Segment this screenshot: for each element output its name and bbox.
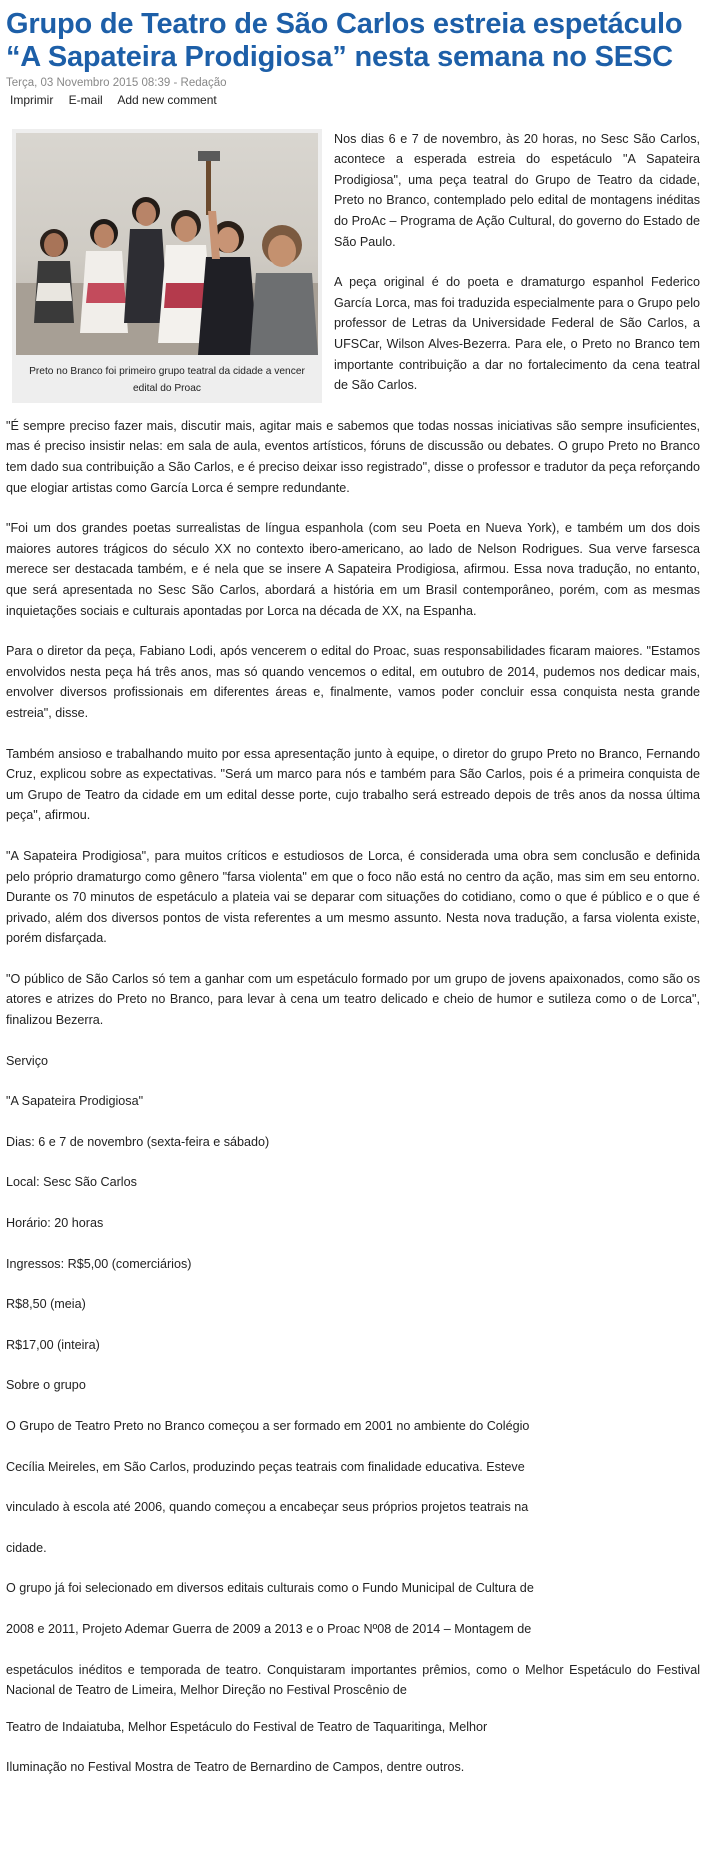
paragraph: Nos dias 6 e 7 de novembro, às 20 horas, no Sesc São Carlos, acontece a esperada estreia do espetáculo "A Sapateira Prodigiosa", uma peça teatral do Grupo de Teatro da cidade, Preto no Branco, contemplado pelo edital de montagens inéditas do ProAc – Programa de Ação Cultural, do governo do Estado de São Paulo. — [334, 131, 700, 249]
service-line: Horário: 20 horas — [6, 1216, 104, 1231]
email-link[interactable]: E-mail — [68, 92, 103, 107]
theatre-group-photo — [16, 133, 318, 355]
article-body — [0, 107, 706, 1031]
about-line: cidade. — [6, 1540, 47, 1555]
about-line: espetáculos inéditos e temporada de teatro. Conquistaram importantes prêmios, como o Melhor Espetáculo do Festival Nacional de Teatro de Limeira, Melhor Direção no Festival Proscênio de — [6, 1662, 700, 1698]
article-actions — [0, 89, 706, 107]
article-photo — [16, 133, 318, 355]
about-line: Teatro de Indaiatuba, Melhor Espetáculo do Festival de Teatro de Taquaritinga, Melhor — [6, 1719, 488, 1734]
photo-caption: Preto no Branco foi primeiro grupo teatral da cidade a vencer edital do Proac — [29, 365, 305, 394]
service-line: R$17,00 (inteira) — [6, 1337, 100, 1352]
article-date: Terça, 03 Novembro 2015 08:39 — [6, 76, 171, 89]
paragraph: "É sempre preciso fazer mais, discutir mais, agitar mais e sabemos que todas nossas iniciativas são sempre insuficientes, mas é preciso insistir nelas: em sala de aula, eventos artísticos, fóruns de discussão ou debates. O grupo Preto no Branco tem dado sua contribuição a São Carlos, e é preciso deixar isso registrado", disse o professor e tradutor da peça reforçando que elogiar artistas como García Lorca é sempre redundante. — [6, 418, 700, 495]
print-link[interactable]: Imprimir — [10, 92, 54, 107]
article-title: Grupo de Teatro de São Carlos estreia espetáculo “A Sapateira Prodigiosa” nesta semana no SESC — [6, 8, 683, 74]
about-line: Cecília Meireles, em São Carlos, produzindo peças teatrais com finalidade educativa. Esteve — [6, 1459, 525, 1474]
paragraph: "O público de São Carlos só tem a ganhar com um espetáculo formado por um grupo de jovens apaixonados, como são os atores e atrizes do Preto no Branco, para levar à cena um teatro delicado e cheio de humor e sutileza como o de Lorca", finalizou Bezerra. — [6, 971, 700, 1028]
service-line: Local: Sesc São Carlos — [6, 1175, 137, 1190]
about-line: O Grupo de Teatro Preto no Branco começou a ser formado em 2001 no ambiente do Colégio — [6, 1419, 530, 1433]
article-meta — [0, 75, 706, 89]
service-line: Ingressos: R$5,00 (comerciários) — [6, 1256, 192, 1271]
about-line: O grupo já foi selecionado em diversos editais culturais como o Fundo Municipal de Cultura de — [6, 1581, 534, 1596]
meta-separator: - — [173, 76, 178, 89]
service-line: R$8,50 (meia) — [6, 1297, 86, 1312]
paragraph: "Foi um dos grandes poetas surrealistas de língua espanhola (com seu Poeta en Nueva York), e também um dos dois maiores autores trágicos do século XX no contexto ibero-americano, ao lado de Nelson Rodrigues. Sua verve farsesca merece ser destacada também, e é nela que se insere A Sapateira Prodigiosa, afirmou. Essa nova tradução, no entanto, que será apresentada no Sesc São Carlos, abordará a história em um Brasil contemporâneo, porém, com as mesmas inquietações sociais e culturais apontadas por Lorca na década de XX, na Espanha. — [6, 521, 700, 618]
paragraph: A peça original é do poeta e dramaturgo espanhol Federico García Lorca, mas foi traduzida especialmente para o Grupo pelo professor de Letras da Universidade Federal de São Carlos, a UFSCar, Wilson Alves-Bezerra. Para ele, o Preto no Branco tem importante contribuição a dar no fortalecimento da cena teatral de São Carlos. — [334, 275, 700, 393]
add-comment-link[interactable]: Add new comment — [117, 92, 217, 107]
paragraph: "A Sapateira Prodigiosa", para muitos críticos e estudiosos de Lorca, é considerada uma obra sem conclusão e definida pelo próprio dramaturgo como gênero "farsa violenta" em que o foco não está no centro da ação, mas sim em seu entorno. Durante os 70 minutos de espetáculo a plateia vai se deparar com situações do cotidiano, como o que é público e o que é privado, além dos diversos pontos de vista referentes a um mesmo assunto. Nesta nova tradução, a farsa violenta existe, porém disfarçada. — [6, 848, 700, 946]
about-line: 2008 e 2011, Projeto Ademar Guerra de 2009 a 2013 e o Proac Nº08 de 2014 – Montagem de — [6, 1621, 532, 1636]
service-line: "A Sapateira Prodigiosa" — [6, 1094, 144, 1109]
service-section — [0, 1051, 706, 1778]
paragraph: Também ansioso e trabalhando muito por essa apresentação junto à equipe, o diretor do grupo Preto no Branco, Fernando Cruz, explicou sobre as expectativas. "Será um marco para nós e também para São Carlos, pois é a primeira conquista de um Grupo de Teatro da cidade em um edital desse porte, cujo trabalho será estreado depois de três anos da nossa última peça", afirmou. — [6, 746, 700, 823]
paragraph: Para o diretor da peça, Fabiano Lodi, após vencerem o edital do Proac, suas responsabilidades ficaram maiores. "Estamos envolvidos nesta peça há três anos, mas só quando vencemos o edital, em outubro de 2014, pudemos nos dedicar mais, envolver diversos profissionais em diferentes áreas e, finalmente, vamos poder concluir essa conquista nesta grande estreia", disse. — [6, 644, 700, 720]
about-heading: Sobre o grupo — [6, 1378, 86, 1393]
article-figure — [12, 129, 322, 403]
about-line: vinculado à escola até 2006, quando começou a encabeçar seus próprios projetos teatrais na — [6, 1500, 529, 1515]
service-line: Dias: 6 e 7 de novembro (sexta-feira e sábado) — [6, 1134, 270, 1149]
about-line: Iluminação no Festival Mostra de Teatro de Bernardino de Campos, dentre outros. — [6, 1760, 465, 1775]
article-author: Redação — [180, 76, 227, 89]
service-heading: Serviço — [6, 1053, 48, 1068]
